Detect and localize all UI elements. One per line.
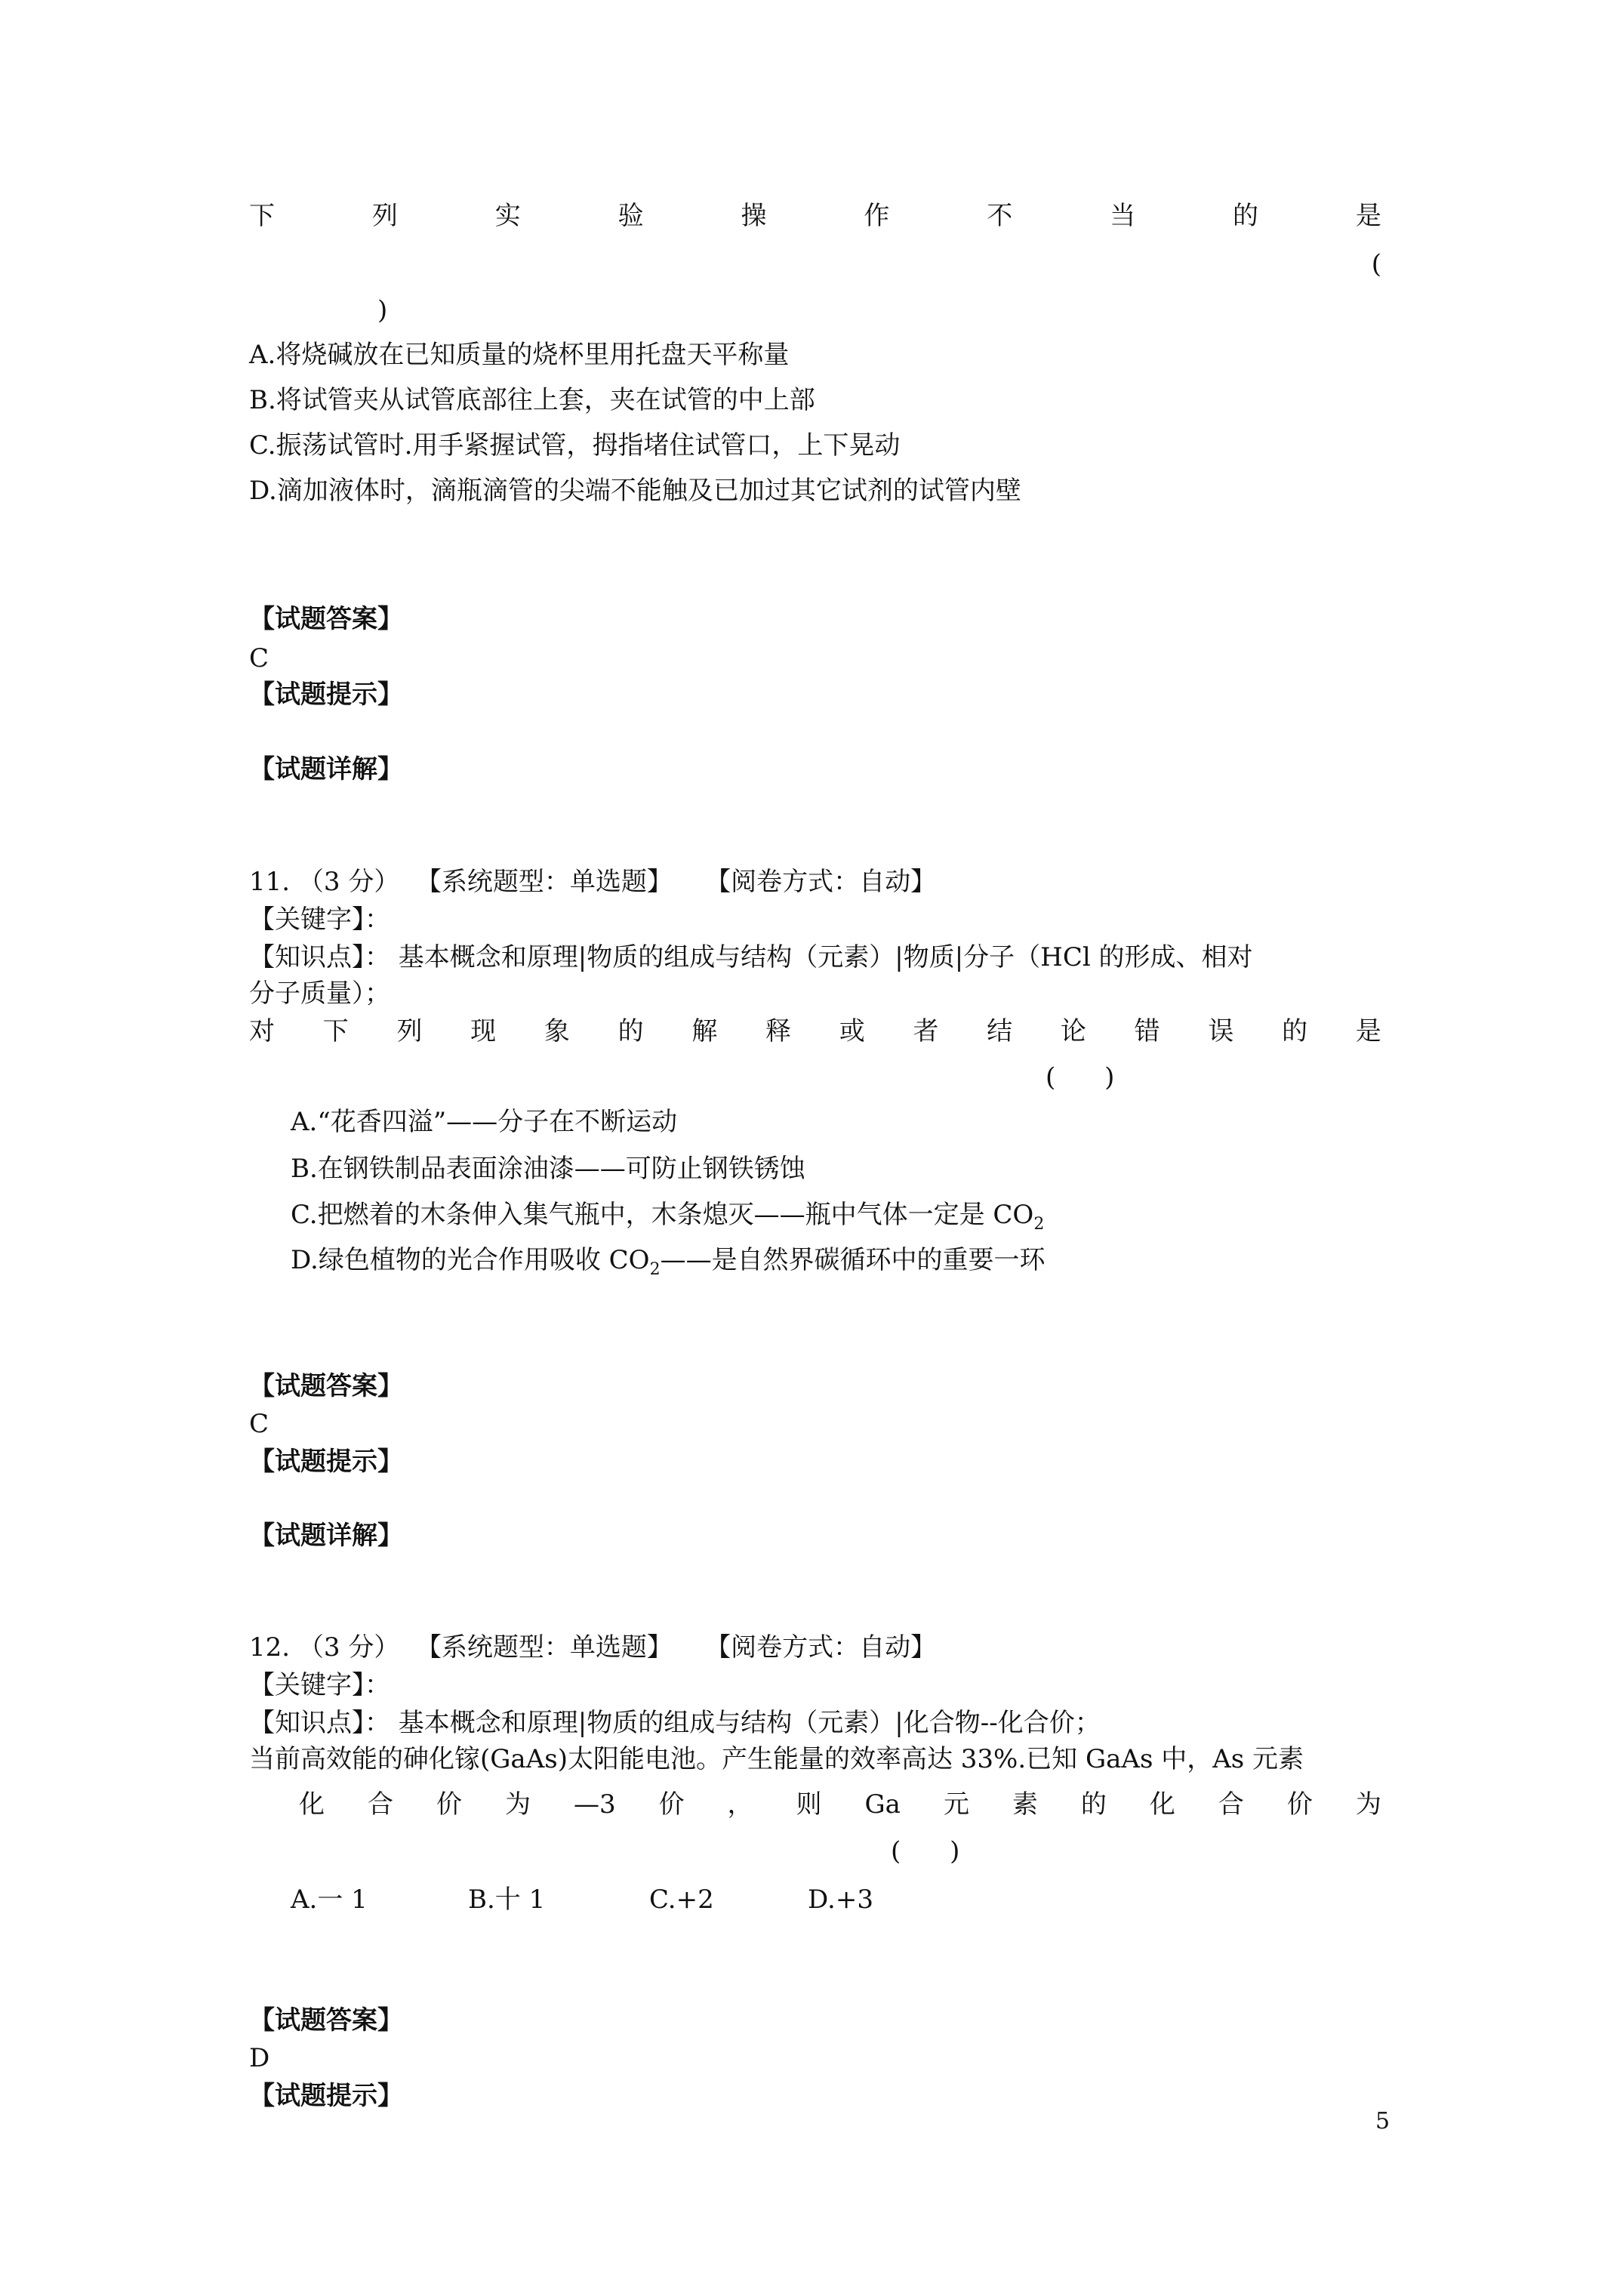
q12-stem-char: 为 [504,1789,531,1820]
q11-answer: C [249,1409,269,1439]
q11-paren: ( ) [1046,1062,1115,1093]
q11-stem-char: 解 [691,1016,718,1046]
q12-hint-label: 【试题提示】 [249,2081,403,2111]
q11-option-b: B.在钢铁制品表面涂油漆——可防止钢铁锈蚀 [291,1154,805,1184]
q11-keywords: 【关键字】： [249,905,390,935]
q10-stem [249,198,1381,234]
q12-options [291,1881,1423,1918]
q11-option-d: D.绿色植物的光合作用吸收 $CO_2——$是自然界碳循环中的重要一环 [291,1245,1046,1279]
q12-stem-char: 价 [436,1789,462,1820]
q12-answer: D [249,2043,270,2073]
q10-stem-char: 下 [249,201,275,231]
q12-stem-char: 合 [1218,1789,1244,1820]
q11-stem-char: 现 [470,1016,497,1046]
q11-stem-char: 下 [322,1016,349,1046]
q11-stem-char: 的 [617,1016,644,1046]
q11-detail-label: 【试题详解】 [249,1521,403,1551]
q12-stem-char: 价 [658,1789,685,1820]
q11-stem-char: 释 [765,1016,792,1046]
q10-paren-close: ) [377,295,388,325]
q12-stem-char: 合 [367,1789,393,1820]
q11-knowledge-line1: 【知识点】： 基本概念和原理|物质的组成与结构（元素）|物质|分子（HCl 的形成、相对 [249,942,1253,972]
q10-stem-char: 作 [864,201,890,231]
q10-stem-char: 的 [1233,201,1258,231]
q12-option-c: C.+2 [649,1885,714,1915]
q10-answer-label: 【试题答案】 [249,604,403,634]
q11-stem-char: 列 [396,1016,423,1046]
q10-stem-char: 验 [617,201,644,231]
q11-stem-char: 结 [987,1016,1013,1046]
q11-stem-char: 对 [249,1016,275,1046]
q12-stem-char: 元 [943,1789,969,1820]
q11-stem-char: 误 [1208,1016,1234,1046]
q12-stem-char: 的 [1080,1789,1107,1820]
q10-paren-open: ( [1371,249,1381,279]
q11-option-a: A.“花香四溢”——分子在不断运动 [291,1107,678,1137]
q12-stem-char: —3 [573,1789,616,1820]
q11-stem-char: 或 [839,1016,865,1046]
q12-stem-char: 价 [1286,1789,1313,1820]
q11-option-c-subscript: 2 [1033,1214,1045,1234]
q10-stem-char: 当 [1110,201,1136,231]
q12-paren: ( ) [891,1836,960,1866]
q10-answer: C [249,643,269,673]
q10-option-b: B.将试管夹从试管底部往上套，夹在试管的中上部 [249,385,815,415]
q12-option-b: B.十 1 [468,1885,546,1915]
q11-stem-char: 的 [1282,1016,1308,1046]
q11-stem-char: 是 [1355,1016,1381,1046]
q12-stem-char: 化 [1149,1789,1175,1820]
q11-hint-label: 【试题提示】 [249,1447,403,1477]
q12-stem-line2 [299,1786,1381,1823]
q10-hint-label: 【试题提示】 [249,680,403,710]
q12-option-d: D.+3 [808,1885,873,1915]
q11-answer-label: 【试题答案】 [249,1371,403,1401]
q12-stem-char: 素 [1012,1789,1038,1820]
q10-stem-char: 列 [371,201,398,231]
q11-option-d-subscript: 2 [649,1259,661,1279]
q10-detail-label: 【试题详解】 [249,754,403,784]
q10-stem-char: 是 [1355,201,1381,231]
q12-stem-line1: 当前高效能的砷化镓(GaAs)太阳能电池。产生能量的效率高达 33%.已知 GaAs 中，As 元素 [249,1744,1304,1774]
q10-option-a: A.将烧碱放在已知质量的烧杯里用托盘天平称量 [249,340,790,370]
q12-knowledge: 【知识点】： 基本概念和原理|物质的组成与结构（元素）|化合物--化合价； [249,1708,1101,1738]
q11-stem-char: 论 [1060,1016,1086,1046]
page-number: 5 [1375,2108,1390,2134]
q12-stem-char: Ga [864,1789,901,1820]
q10-stem-char: 不 [987,201,1013,231]
q11-stem-char: 象 [544,1016,570,1046]
q12-answer-label: 【试题答案】 [249,2005,403,2036]
q10-stem-char: 实 [494,201,521,231]
q11-knowledge-line2: 分子质量）； [249,978,390,1009]
q10-stem-char: 操 [741,201,767,231]
q11-header: 11. （3 分） 【系统题型：单选题】 【阅卷方式：自动】 [249,867,937,897]
q11-option-c: C.把燃着的木条伸入集气瓶中，木条熄灭——瓶中气体一定是 $CO_2$ [291,1200,1045,1234]
q12-stem-char: 化 [299,1789,325,1820]
q12-stem-char: ， [727,1789,753,1820]
q12-header: 12. （3 分） 【系统题型：单选题】 【阅卷方式：自动】 [249,1632,937,1663]
q10-option-c: C.振荡试管时.用手紧握试管，拇指堵住试管口，上下晃动 [249,430,901,461]
q11-stem-char: 者 [913,1016,939,1046]
q10-option-d: D.滴加液体时，滴瓶滴管的尖端不能触及已加过其它试剂的试管内壁 [249,476,1021,506]
q11-stem [249,1013,1381,1049]
q11-stem-char: 错 [1134,1016,1160,1046]
q12-stem-char: 为 [1355,1789,1381,1820]
q12-stem-char: 则 [796,1789,822,1820]
q12-keywords: 【关键字】： [249,1670,390,1700]
q12-option-a: A.一 1 [291,1885,368,1915]
